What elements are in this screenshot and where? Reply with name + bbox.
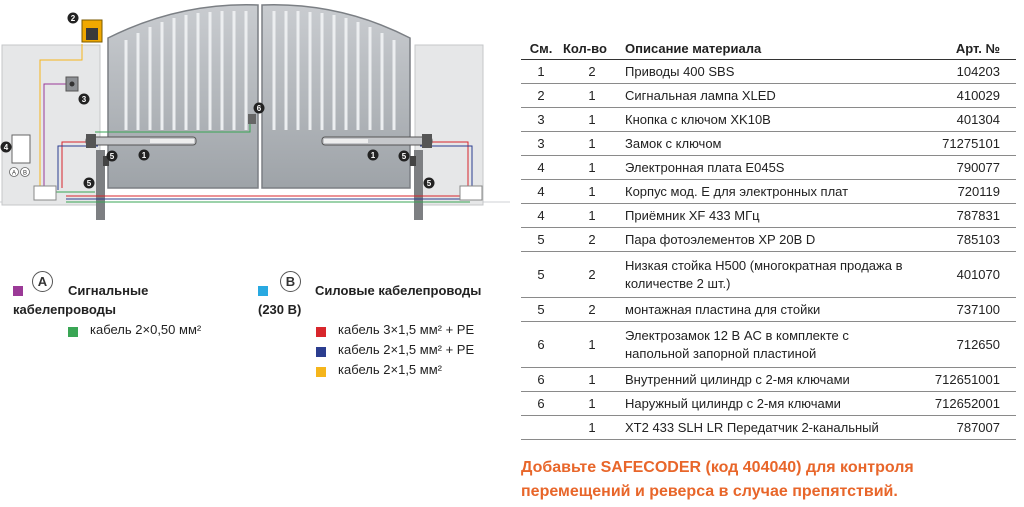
callout-5-a [107,151,118,162]
table-row [521,156,1016,180]
cell-art: 737100 [918,298,1016,322]
cell-num: 6 [521,392,561,416]
callout-1-left [139,150,150,161]
legend-a-title: Сигнальные [68,283,149,298]
desc-line-1: XT2 433 SLH LR Передатчик 2-канальный [625,420,879,435]
cell-qty: 1 [561,108,623,132]
cell-art: 410029 [918,84,1016,108]
cell-num: 2 [521,84,561,108]
desc-line-1: Внутренний цилиндр с 2-мя ключами [625,372,850,387]
cell-desc [623,322,918,368]
desc-line-1: Сигнальная лампа XLED [625,88,776,103]
cell-art: 71275101 [918,132,1016,156]
power-cable-swatch-1 [316,327,326,337]
note-line-2: перемещений и реверса в случае препятствий. [521,483,898,500]
header-art: Арт. № [918,37,1016,60]
legend-letter-a: A [32,271,53,292]
cell-art: 712652001 [918,392,1016,416]
cell-desc [623,416,918,440]
cell-num: 6 [521,322,561,368]
cell-art: 785103 [918,228,1016,252]
cell-num: 5 [521,298,561,322]
table-row [521,60,1016,84]
cell-qty: 1 [561,180,623,204]
cell-num: 1 [521,60,561,84]
svg-text:2: 2 [70,14,76,23]
desc-line-1: Пара фотоэлементов XP 20B D [625,232,816,247]
terminal-a [10,168,19,177]
legend-b-title: Силовые кабелепроводы [315,283,482,298]
power-cable-label-2: кабель 2×1,5 мм² + PE [338,342,475,357]
cell-art: 712650 [918,322,1016,368]
cell-qty: 1 [561,204,623,228]
cell-art: 790077 [918,156,1016,180]
cell-qty: 2 [561,60,623,84]
table-row [521,180,1016,204]
desc-line-1: Приводы 400 SBS [625,64,735,79]
cell-qty: 1 [561,416,623,440]
gate-installation-diagram [0,0,510,260]
cell-qty: 2 [561,252,623,298]
cell-desc [623,84,918,108]
svg-text:5: 5 [426,179,432,188]
callout-1-right [368,150,379,161]
desc-line-1: Электронная плата E045S [625,160,785,175]
cell-num [521,416,561,440]
desc-line-1: монтажная пластина для стойки [625,302,821,317]
header-qty: Кол-во [561,37,623,60]
power-marker [258,286,268,296]
cell-desc [623,252,918,298]
table-row [521,368,1016,392]
terminal-b [21,168,30,177]
cell-art: 712651001 [918,368,1016,392]
table-row [521,204,1016,228]
callout-5-d [424,178,435,189]
cell-desc [623,132,918,156]
cell-num: 4 [521,204,561,228]
cell-art: 787007 [918,416,1016,440]
power-cable-swatch-3 [316,367,326,377]
cell-qty: 1 [561,368,623,392]
desc-line-2: количестве 2 шт.) [625,275,731,291]
photocell-right [410,156,416,166]
cell-desc [623,392,918,416]
svg-text:1: 1 [370,151,376,160]
desc-line-1: Низкая стойка H500 (многократная продажа в [625,257,903,273]
legend-a-title-2: кабелепроводы [13,302,116,317]
signal-cable-label: кабель 2×0,50 мм² [90,322,202,337]
svg-text:5: 5 [109,152,115,161]
table-row [521,416,1016,440]
power-cable-label-1: кабель 3×1,5 мм² + PE [338,322,475,337]
header-desc: Описание материала [623,37,918,60]
desc-line-1: Наружный цилиндр с 2-мя ключами [625,396,841,411]
desc-line-1: Корпус мод. E для электронных плат [625,184,849,199]
parts-table [521,37,1016,440]
callout-5-b [84,178,95,189]
svg-text:5: 5 [401,152,407,161]
cell-qty: 1 [561,322,623,368]
callout-4 [1,142,12,153]
table-row [521,228,1016,252]
cell-qty: 1 [561,392,623,416]
callout-2 [68,13,79,24]
desc-line-1: Электрозамок 12 В AC в комплекте с [625,327,849,343]
cell-desc [623,228,918,252]
cell-art: 401304 [918,108,1016,132]
cell-qty: 1 [561,132,623,156]
cell-desc [623,60,918,84]
desc-line-1: Кнопка с ключом XK10B [625,112,771,127]
cell-desc [623,368,918,392]
cell-desc [623,298,918,322]
cell-desc [623,180,918,204]
cell-num: 4 [521,156,561,180]
svg-text:1: 1 [141,151,147,160]
cell-desc [623,204,918,228]
table-row [521,392,1016,416]
power-cable-swatch-2 [316,347,326,357]
table-row [521,108,1016,132]
table-header-row [521,37,1016,60]
svg-text:3: 3 [81,95,87,104]
signal-marker [13,286,23,296]
callout-3 [79,94,90,105]
cell-num: 5 [521,252,561,298]
svg-text:5: 5 [86,179,92,188]
svg-text:A: A [11,170,17,177]
cell-qty: 2 [561,298,623,322]
cell-art: 720119 [918,180,1016,204]
cell-art: 787831 [918,204,1016,228]
note-line-1: Добавьте SAFECODER (код 404040) для контроля [521,459,914,476]
cell-art: 104203 [918,60,1016,84]
desc-line-1: Замок с ключом [625,136,722,151]
header-num: См. [521,37,561,60]
table-body [521,60,1016,440]
cell-num: 3 [521,132,561,156]
table-row [521,132,1016,156]
cell-desc [623,108,918,132]
junction-box-left [34,186,56,200]
right-gate-leaf [262,5,410,188]
power-cable-label-3: кабель 2×1,5 мм² [338,362,442,377]
electric-lock [248,114,256,124]
cell-num: 6 [521,368,561,392]
callout-5-c [399,151,410,162]
table-row [521,322,1016,368]
cell-qty: 1 [561,156,623,180]
desc-line-1: Приёмник XF 433 МГц [625,208,760,223]
svg-text:4: 4 [3,143,9,152]
cell-qty: 1 [561,84,623,108]
svg-text:B: B [22,170,28,177]
table-row [521,252,1016,298]
cell-desc [623,156,918,180]
legend-letter-b: B [280,271,301,292]
safecoder-note [521,456,1021,504]
control-box [12,135,30,163]
table-row [521,298,1016,322]
table-row [521,84,1016,108]
legend-b-voltage: (230 В) [258,302,302,317]
cell-qty: 2 [561,228,623,252]
svg-text:6: 6 [256,104,262,113]
desc-line-2: напольной запорной пластиной [625,345,817,361]
cell-num: 4 [521,180,561,204]
junction-box-right [460,186,482,200]
cell-art: 401070 [918,252,1016,298]
signal-cable-swatch [68,327,78,337]
cell-num: 3 [521,108,561,132]
cell-num: 5 [521,228,561,252]
callout-6 [254,103,265,114]
